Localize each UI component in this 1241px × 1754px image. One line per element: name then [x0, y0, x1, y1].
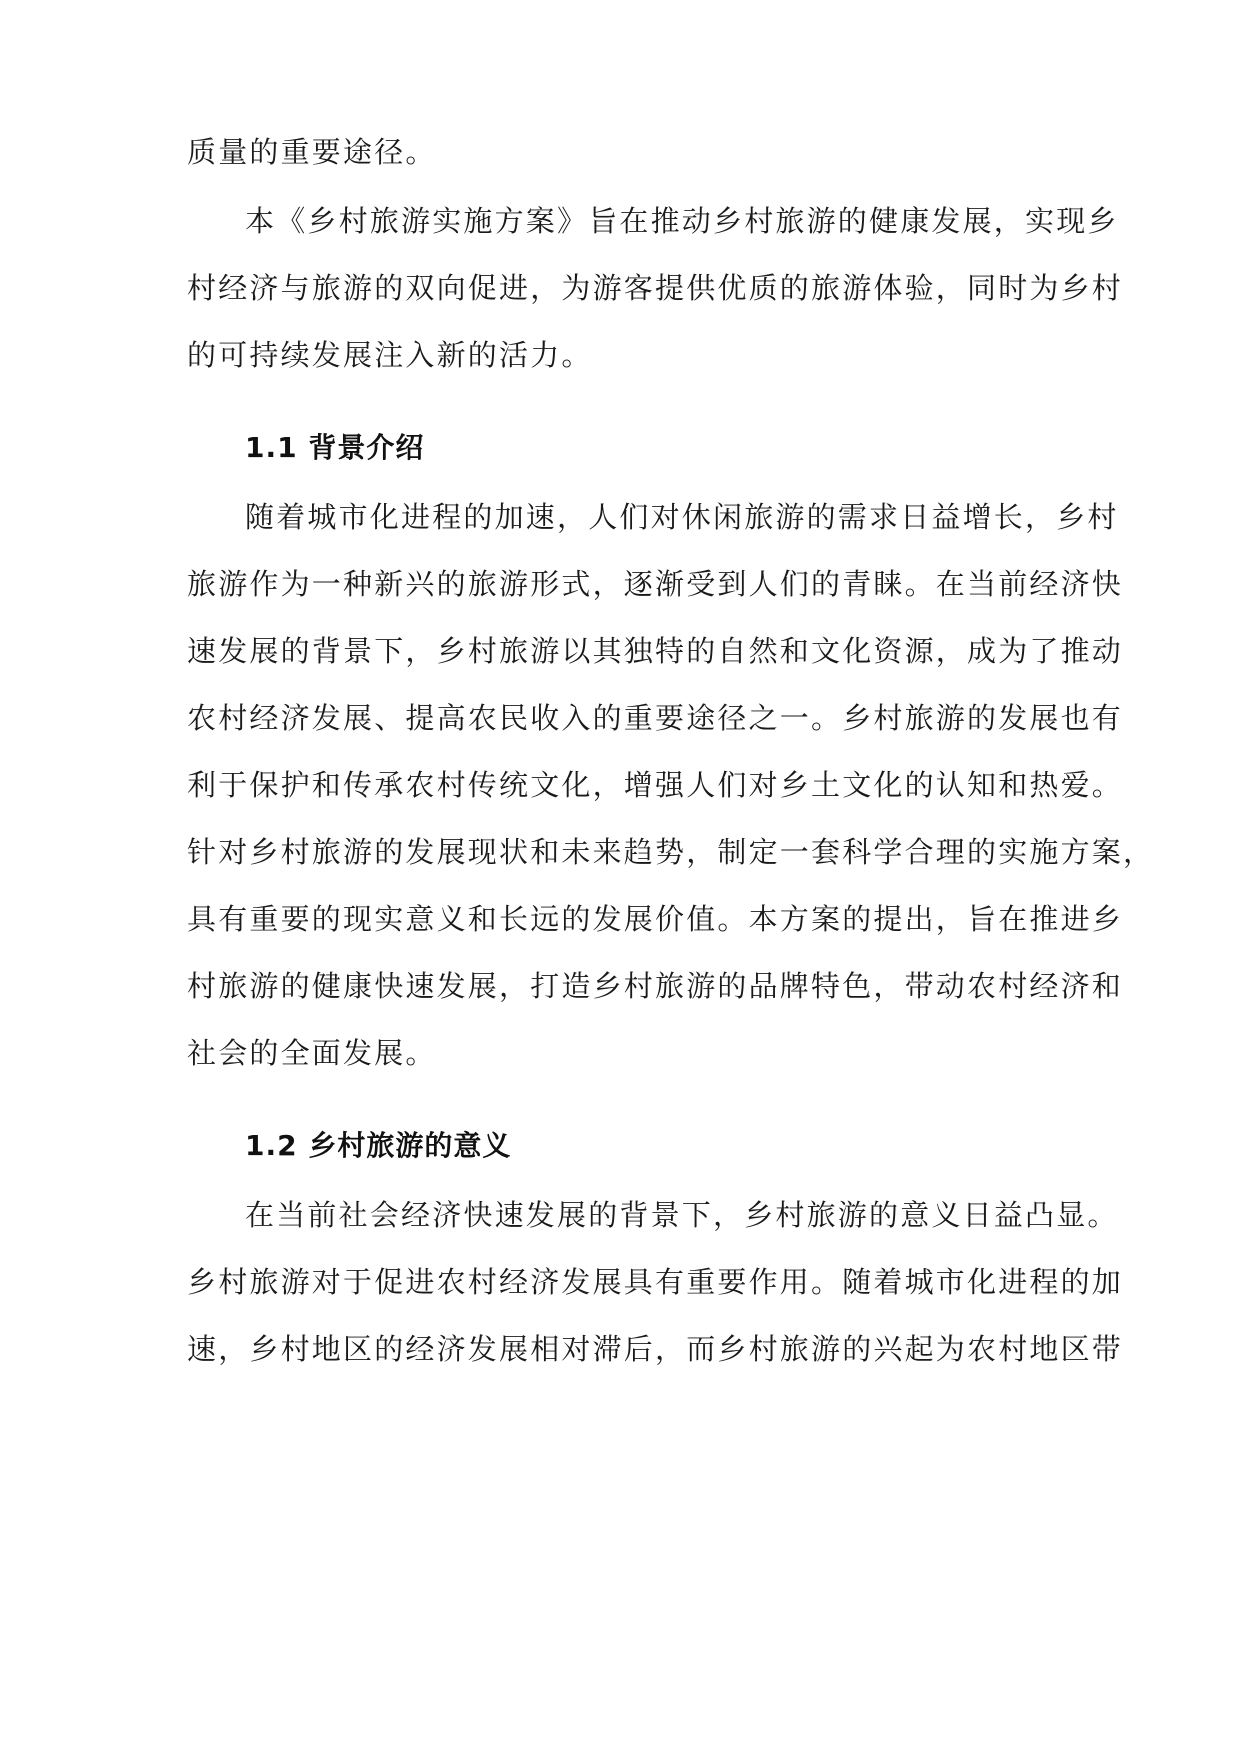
intro-line-4: 的可持续发展注入新的活力。	[187, 338, 593, 372]
background-line-3: 速发展的背景下，乡村旅游以其独特的自然和文化资源，成为了推动	[187, 634, 1124, 668]
intro-line-3: 村经济与旅游的双向促进，为游客提供优质的旅游体验，同时为乡村	[187, 271, 1124, 305]
background-line-4: 农村经济发展、提高农民收入的重要途径之一。乡村旅游的发展也有	[187, 701, 1124, 735]
background-line-6: 针对乡村旅游的发展现状和未来趋势，制定一套科学合理的实施方案，	[187, 835, 1155, 869]
significance-line-3: 速，乡村地区的经济发展相对滞后，而乡村旅游的兴起为农村地区带	[187, 1332, 1124, 1366]
section-heading-1-1: 1.1 背景介绍	[245, 431, 425, 464]
background-line-8: 村旅游的健康快速发展，打造乡村旅游的品牌特色，带动农村经济和	[187, 969, 1124, 1003]
intro-line-2: 本《乡村旅游实施方案》旨在推动乡村旅游的健康发展，实现乡	[245, 204, 1119, 238]
background-line-1: 随着城市化进程的加速，人们对休闲旅游的需求日益增长，乡村	[245, 500, 1119, 534]
background-line-9: 社会的全面发展。	[187, 1036, 437, 1070]
background-line-5: 利于保护和传承农村传统文化，增强人们对乡土文化的认知和热爱。	[187, 768, 1124, 802]
section-heading-1-2: 1.2 乡村旅游的意义	[245, 1129, 512, 1162]
intro-line-1: 质量的重要途径。	[187, 135, 437, 169]
significance-line-2: 乡村旅游对于促进农村经济发展具有重要作用。随着城市化进程的加	[187, 1265, 1124, 1299]
significance-line-1: 在当前社会经济快速发展的背景下，乡村旅游的意义日益凸显。	[245, 1198, 1119, 1232]
background-line-2: 旅游作为一种新兴的旅游形式，逐渐受到人们的青睐。在当前经济快	[187, 567, 1124, 601]
background-line-7: 具有重要的现实意义和长远的发展价值。本方案的提出，旨在推进乡	[187, 902, 1124, 936]
